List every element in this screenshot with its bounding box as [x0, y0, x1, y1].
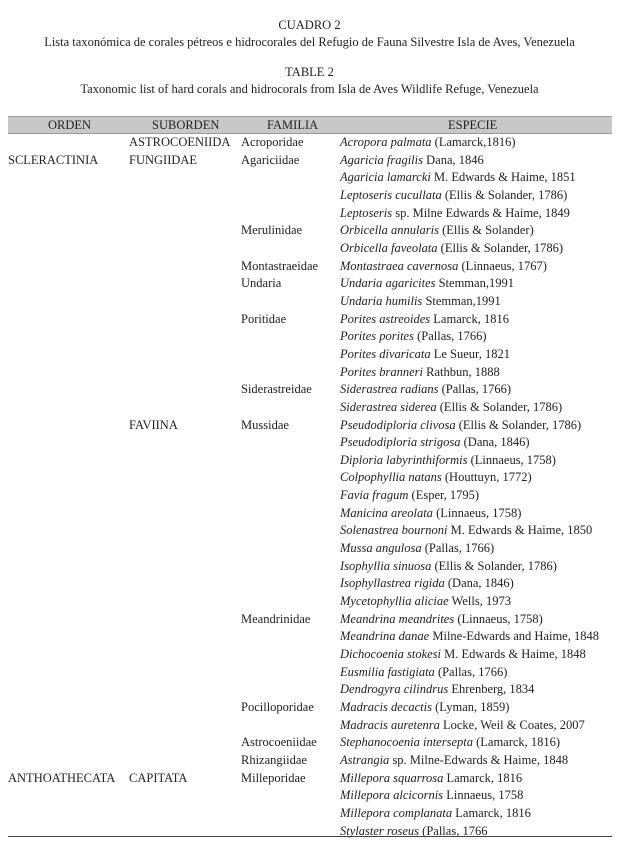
table-row	[8, 575, 612, 593]
caption-english-title: TABLE 2	[285, 65, 334, 79]
familia-cell: Milleporidae	[241, 770, 306, 785]
species-authority: Dana, 1846	[423, 152, 484, 167]
especie-cell	[340, 628, 599, 646]
table-row	[8, 823, 612, 841]
species-name: Astrangia	[340, 752, 390, 767]
species-authority: (Pallas, 1766)	[438, 382, 512, 397]
table-row	[8, 222, 612, 240]
table-row	[8, 169, 612, 187]
table-row	[8, 752, 612, 770]
table-row	[8, 240, 612, 258]
especie-cell	[340, 558, 557, 576]
especie-cell	[340, 364, 500, 382]
table-row	[8, 717, 612, 735]
especie-cell	[340, 311, 509, 329]
familia-cell: Pocilloporidae	[241, 700, 314, 714]
table-row	[8, 681, 612, 699]
table-row	[8, 275, 612, 293]
table-row	[8, 770, 612, 788]
table-row	[8, 293, 612, 311]
species-name: Stylaster roseus	[340, 823, 420, 838]
especie-cell	[340, 258, 547, 276]
species-authority: Le Sueur, 1821	[430, 346, 510, 361]
especie-cell	[340, 346, 510, 364]
especie-cell	[340, 699, 509, 717]
especie-cell	[340, 381, 511, 399]
table-row	[8, 258, 612, 276]
especie-cell	[340, 787, 523, 805]
species-authority: Ehrenberg, 1834	[448, 682, 535, 697]
table-row	[8, 152, 612, 170]
especie-cell	[340, 469, 532, 487]
table-row	[8, 664, 612, 682]
species-name: Dichocoenia stokesi	[340, 647, 442, 662]
especie-cell	[340, 293, 501, 311]
species-authority: M. Edwards & Haime, 1850	[447, 523, 593, 538]
species-authority: (Ellis & Solander, 1786)	[431, 558, 557, 573]
species-authority: (Pallas, 1766)	[413, 329, 487, 344]
species-name: Isophyllastrea rigida	[340, 576, 445, 591]
column-header-suborden: SUBORDEN	[152, 118, 220, 132]
species-authority: (Lyman, 1859)	[432, 700, 510, 714]
species-authority: (Lamarck, 1816)	[472, 735, 561, 750]
species-authority: (Ellis & Solander, 1786)	[441, 187, 568, 202]
orden-cell: ANTHOATHECATA	[8, 770, 116, 785]
species-authority: Lamarck, 1816	[443, 770, 523, 785]
especie-cell	[340, 417, 581, 435]
species-name: Meandrina danae	[340, 629, 430, 644]
species-authority: sp. Milne-Edwards & Haime, 1848	[389, 752, 569, 767]
species-authority: sp. Milne Edwards & Haime, 1849	[392, 205, 570, 220]
familia-cell: Astrocoeniidae	[241, 735, 317, 750]
familia-cell: Merulinidae	[241, 223, 303, 238]
caption-spanish-title: CUADRO 2	[278, 18, 341, 32]
species-name: Diploria labyrinthiformis	[340, 452, 468, 467]
table-row	[8, 381, 612, 399]
suborden-cell: FUNGIIDAE	[129, 152, 198, 167]
familia-cell: Acroporidae	[241, 135, 304, 149]
species-name: Solenastrea bournoni	[340, 523, 448, 538]
table-row	[8, 505, 612, 523]
familia-cell: Undaria	[241, 276, 282, 291]
species-authority: Wells, 1973	[448, 594, 511, 609]
familia-cell: Mussidae	[241, 417, 289, 432]
species-authority: Linnaeus, 1758	[443, 788, 524, 803]
species-authority: (Lamarck,1816)	[431, 135, 516, 149]
table-row	[8, 593, 612, 611]
table-row	[8, 134, 612, 152]
species-name: Eusmilia fastigiata	[340, 664, 435, 679]
caption-spanish-text: Lista taxonómica de corales pétreos e hidrocorales del Refugio de Fauna Silvestre Isla de Aves, Venezuela	[44, 35, 575, 49]
orden-cell: SCLERACTINIA	[8, 152, 99, 167]
species-name: Pseudodiploria clivosa	[340, 417, 456, 432]
especie-cell	[340, 134, 516, 152]
species-authority: (Ellis & Solander, 1786)	[455, 417, 582, 432]
species-name: Porites divaricata	[340, 346, 431, 361]
especie-cell	[340, 717, 585, 735]
table-row	[8, 346, 612, 364]
especie-cell	[340, 275, 514, 293]
species-name: Orbicella faveolata	[340, 240, 438, 255]
table-bottom-rule	[8, 836, 612, 837]
species-authority: (Linnaeus, 1758)	[432, 505, 522, 520]
especie-cell	[340, 328, 487, 346]
table-row	[8, 452, 612, 470]
familia-cell: Montastraeidae	[241, 258, 319, 273]
species-authority: Locke, Weil & Coates, 2007	[439, 717, 585, 732]
table-row	[8, 205, 612, 223]
species-name: Favia fragum	[340, 488, 409, 503]
species-name: Millepora complanata	[340, 805, 453, 820]
especie-cell	[340, 575, 514, 593]
species-name: Madracis auretenra	[340, 717, 440, 732]
species-authority: M. Edwards & Haime, 1851	[430, 170, 576, 185]
species-name: Undaria agaricites	[340, 276, 436, 291]
table-row	[8, 487, 612, 505]
table-row	[8, 540, 612, 558]
especie-cell	[340, 734, 560, 752]
species-authority: (Pallas, 1766	[419, 823, 488, 838]
column-header-especie: ESPECIE	[448, 118, 498, 132]
especie-cell	[340, 611, 543, 629]
species-name: Siderastrea radians	[340, 382, 439, 397]
table-row	[8, 734, 612, 752]
especie-cell	[340, 240, 563, 258]
especie-cell	[340, 487, 479, 505]
caption-english-text: Taxonomic list of hard corals and hidrocorals from Isla de Aves Wildlife Refuge, Venezuela	[80, 82, 539, 96]
familia-cell: Poritidae	[241, 311, 287, 326]
species-authority: Stemman,1991	[422, 293, 501, 308]
species-name: Orbicella annularis	[340, 223, 439, 238]
species-authority: Milne-Edwards and Haime, 1848	[429, 629, 599, 644]
species-name: Madracis decactis	[340, 700, 432, 714]
especie-cell	[340, 434, 530, 452]
suborden-cell: FAVIINA	[129, 417, 178, 432]
species-name: Colpophyllia natans	[340, 470, 442, 485]
table-row	[8, 311, 612, 329]
species-name: Undaria humilis	[340, 293, 423, 308]
species-authority: (Ellis & Solander, 1786)	[437, 240, 564, 255]
especie-cell	[340, 646, 586, 664]
especie-cell	[340, 664, 507, 682]
table-row	[8, 646, 612, 664]
table-row	[8, 469, 612, 487]
table-row	[8, 434, 612, 452]
species-authority: (Dana, 1846)	[460, 435, 530, 450]
species-authority: Rathbun, 1888	[422, 364, 500, 379]
table-row	[8, 522, 612, 540]
table-row	[8, 558, 612, 576]
suborden-cell: ASTROCOENIIDA	[129, 135, 231, 149]
species-name: Porites porites	[340, 329, 414, 344]
especie-cell	[340, 222, 534, 240]
familia-cell: Agariciidae	[241, 152, 300, 167]
species-name: Isophyllia sinuosa	[340, 558, 432, 573]
species-authority: (Linnaeus, 1758)	[454, 611, 543, 626]
species-authority: Stemman,1991	[435, 276, 514, 291]
especie-cell	[340, 823, 487, 841]
species-name: Montastraea cavernosa	[340, 258, 459, 273]
species-authority: (Ellis & Solander, 1786)	[436, 399, 563, 414]
species-name: Porites branneri	[340, 364, 423, 379]
taxonomy-table	[8, 116, 612, 840]
column-header-familia: FAMILIA	[267, 118, 319, 132]
species-name: Leptoseris	[340, 205, 393, 220]
table-row	[8, 399, 612, 417]
especie-cell	[340, 399, 562, 417]
table-header	[8, 116, 612, 134]
species-name: Mussa angulosa	[340, 541, 422, 556]
familia-cell: Siderastreidae	[241, 382, 312, 397]
table-row	[8, 628, 612, 646]
especie-cell	[340, 505, 521, 523]
familia-cell: Meandrinidae	[241, 611, 311, 626]
species-authority: (Pallas, 1766)	[434, 664, 508, 679]
species-name: Siderastrea siderea	[340, 399, 437, 414]
table-row	[8, 417, 612, 435]
species-name: Agaricia lamarcki	[340, 170, 431, 185]
species-name: Agaricia fragilis	[340, 152, 423, 167]
species-name: Pseudodiploria strigosa	[340, 435, 461, 450]
especie-cell	[340, 205, 570, 223]
table-row	[8, 364, 612, 382]
table-row	[8, 328, 612, 346]
familia-cell: Rhizangiidae	[241, 752, 307, 767]
species-name: Millepora squarrosa	[340, 770, 444, 785]
species-authority: (Esper, 1795)	[408, 488, 480, 503]
species-authority: (Houttuyn, 1772)	[441, 470, 532, 485]
species-name: Porites astreoides	[340, 311, 431, 326]
species-authority: (Ellis & Solander)	[438, 223, 534, 238]
especie-cell	[340, 187, 567, 205]
especie-cell	[340, 805, 531, 823]
species-name: Mycetophyllia aliciae	[340, 594, 449, 609]
species-authority: (Pallas, 1766)	[421, 541, 495, 556]
table-row	[8, 611, 612, 629]
especie-cell	[340, 152, 484, 170]
species-authority: M. Edwards & Haime, 1848	[441, 647, 586, 662]
especie-cell	[340, 752, 568, 770]
suborden-cell: CAPITATA	[129, 770, 188, 785]
species-authority: Lamarck, 1816	[430, 311, 509, 326]
table-row	[8, 787, 612, 805]
species-authority: (Dana, 1846)	[444, 576, 514, 591]
species-authority: (Linnaeus, 1767)	[458, 258, 547, 273]
especie-cell	[340, 522, 592, 540]
column-header-orden: ORDEN	[48, 118, 92, 132]
especie-cell	[340, 770, 522, 788]
table-row	[8, 699, 612, 717]
species-name: Acropora palmata	[340, 135, 432, 149]
especie-cell	[340, 452, 556, 470]
species-name: Dendrogyra cilindrus	[340, 682, 449, 697]
species-name: Stephanocoenia intersepta	[340, 735, 473, 750]
especie-cell	[340, 169, 576, 187]
species-name: Leptoseris cucullata	[340, 187, 442, 202]
especie-cell	[340, 593, 511, 611]
table-body	[8, 134, 612, 840]
species-authority: (Linnaeus, 1758)	[467, 452, 556, 467]
especie-cell	[340, 540, 494, 558]
especie-cell	[340, 681, 534, 699]
species-name: Millepora alcicornis	[340, 788, 444, 803]
table-row	[8, 187, 612, 205]
species-name: Meandrina meandrites	[340, 611, 455, 626]
species-authority: Lamarck, 1816	[452, 805, 531, 820]
table-row	[8, 805, 612, 823]
species-name: Manicina areolata	[340, 505, 433, 520]
